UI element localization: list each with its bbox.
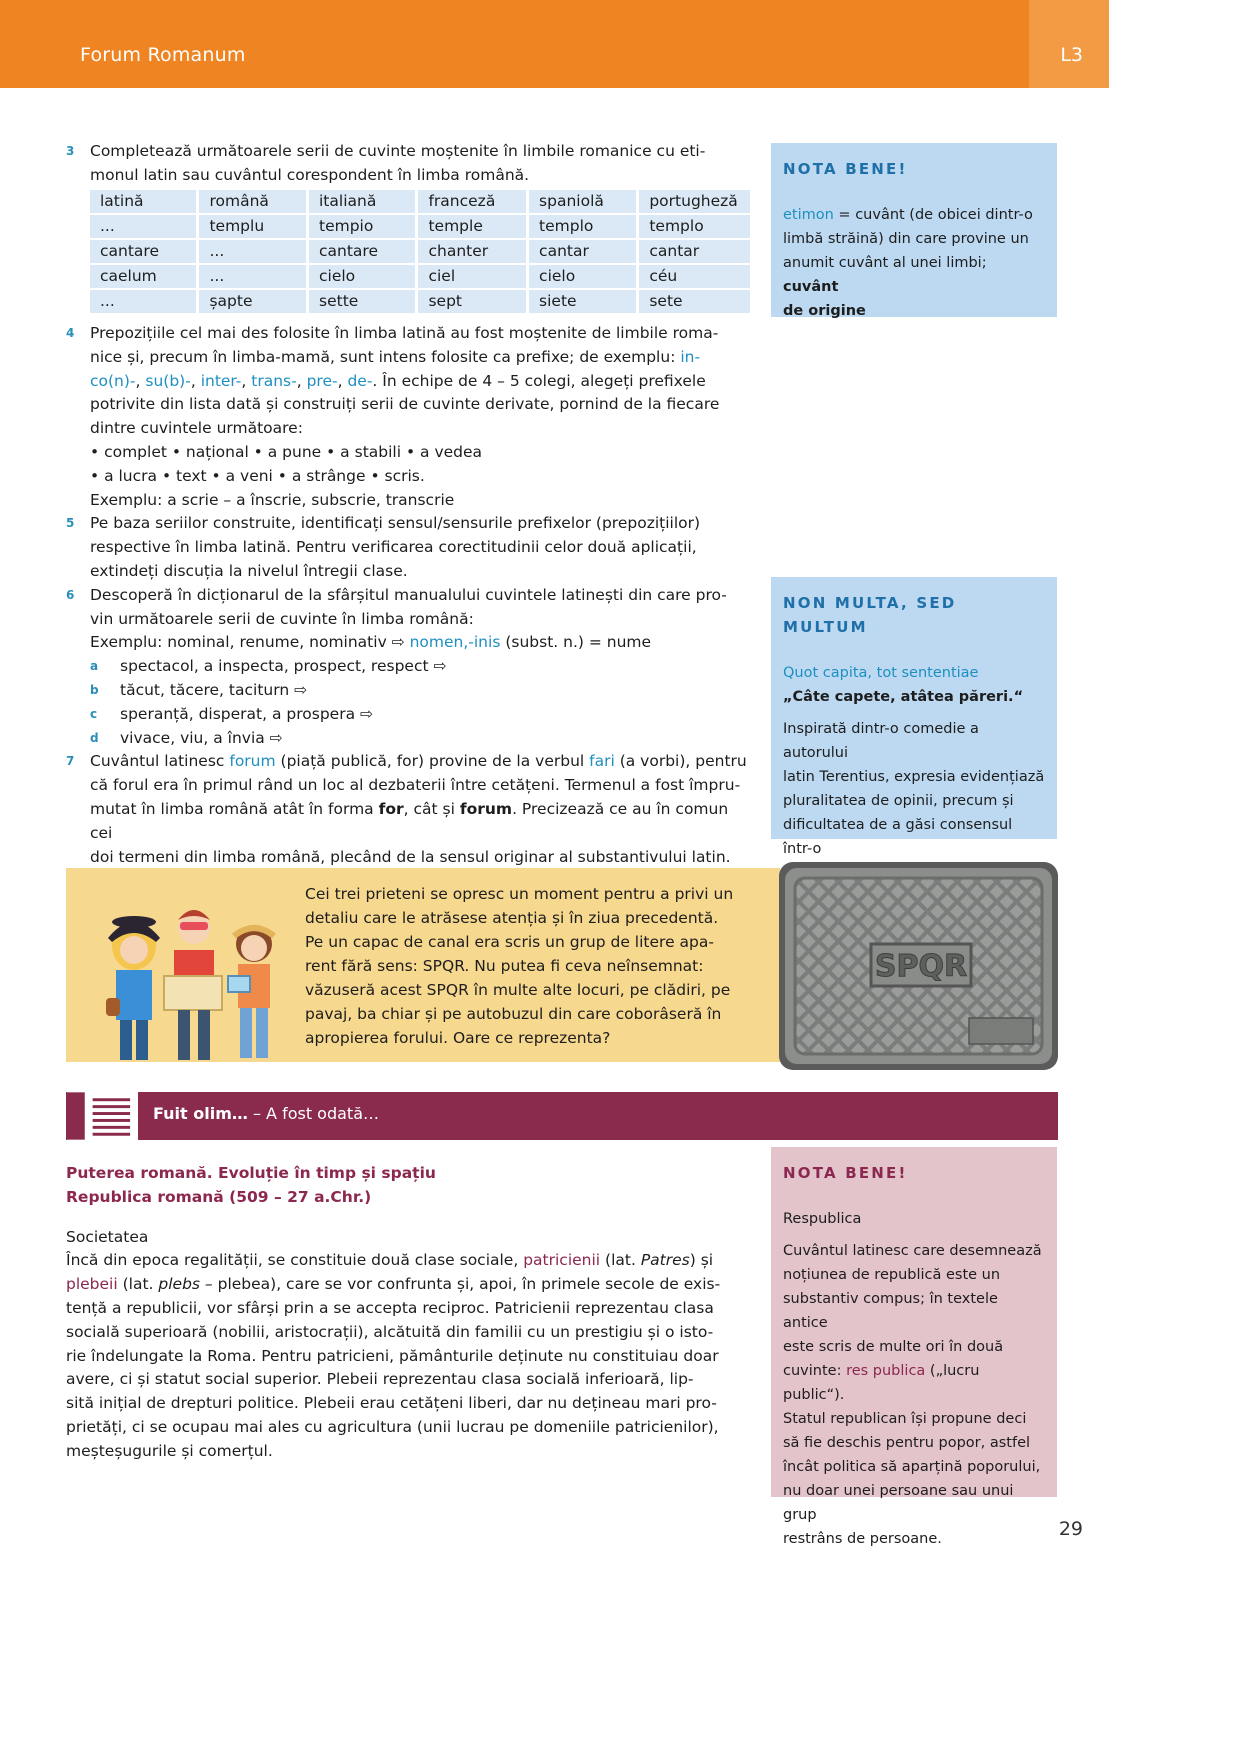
spqr-manhole-photo xyxy=(779,862,1058,1070)
table-cell: céu xyxy=(639,265,750,288)
box-line: Statul republican își propune deci xyxy=(783,1411,1027,1427)
box-line: latin Terentius, expresia evidențiază xyxy=(783,769,1045,785)
page-number: 29 xyxy=(1058,1518,1083,1540)
separator: , xyxy=(135,371,146,390)
box-line: noțiunea de republică este un xyxy=(783,1267,1001,1283)
sub-item-letter: c xyxy=(90,706,98,721)
text: . În echipe de 4 – 5 colegi, alegeți prefixele xyxy=(372,371,706,390)
latin-word: Patres xyxy=(640,1251,690,1270)
table-cell: cantare xyxy=(90,240,196,263)
table-cell: sette xyxy=(309,290,415,313)
prefix-inter: inter- xyxy=(200,371,242,390)
table-cell: cielo xyxy=(529,265,636,288)
table-cell: siete xyxy=(529,290,636,313)
paragraph-line: tență a republicii, vor sfârși prin a se accepta reciproc. Patricienii reprezentau clasa xyxy=(66,1298,714,1317)
table-cell: șapte xyxy=(199,290,306,313)
prefix-con: co(n)- xyxy=(90,371,136,390)
story-line: Cei trei prieteni se opresc un moment pentru a privi un xyxy=(305,885,734,903)
latin-word: nomen,-inis xyxy=(409,633,501,652)
latin-word: plebs xyxy=(158,1275,200,1294)
box-line: încât politica să aparțină poporului, xyxy=(783,1459,1041,1475)
sub-item-letter: b xyxy=(90,682,99,697)
table-cell: ciel xyxy=(418,265,526,288)
table-row xyxy=(90,240,750,263)
paragraph-line: meșteșugurile și comerțul. xyxy=(66,1441,273,1460)
exercise-7-line4: doi termeni din limba română, plecând de la sensul originar al substantivului latin. xyxy=(90,847,731,866)
table-header-cell: franceză xyxy=(418,190,526,213)
box-line: nu doar unei persoane sau unui grup xyxy=(783,1483,1014,1523)
paragraph-line: socială superioară (nobilii, aristocrații), alcătuită din familii cu un prestigiu și o isto- xyxy=(66,1322,714,1341)
prefix-pre: pre- xyxy=(306,371,338,390)
text: Exemplu: xyxy=(90,633,168,652)
story-box xyxy=(66,868,780,1062)
exercise-7-line3 xyxy=(90,798,754,846)
term: plebeii xyxy=(66,1275,118,1294)
table-cell: ... xyxy=(199,265,306,288)
banner-title xyxy=(153,1104,379,1123)
box-line: pluralitatea de opinii, precum și xyxy=(783,793,1014,809)
separator: , xyxy=(337,371,348,390)
exercise-4-line3 xyxy=(90,370,754,394)
banner-rest: – A fost odată… xyxy=(247,1104,380,1123)
header-title: Forum Romanum xyxy=(80,44,246,66)
text: Cuvântul latinesc xyxy=(90,752,230,771)
separator: , xyxy=(190,371,201,390)
table-cell: templo xyxy=(639,215,750,238)
text: (subst. n.) = nume xyxy=(500,633,652,652)
lid-text: SPQR xyxy=(874,949,968,984)
exercise-number: 4 xyxy=(66,326,75,340)
table-cell: cantar xyxy=(639,240,750,263)
exercise-number: 3 xyxy=(66,144,75,158)
exercise-3-line2: monul latin sau cuvântul corespondent în limba română. xyxy=(90,165,530,184)
nota-bene-box-2 xyxy=(771,1147,1057,1547)
text: (piață publică, for) provine de la verbul xyxy=(275,752,590,771)
table-cell: sept xyxy=(418,290,526,313)
box-line: dificultatea de a găsi consensul într-o xyxy=(783,817,1013,857)
table-cell: caelum xyxy=(90,265,196,288)
section-title: Puterea romană. Evoluție în timp și spațiu xyxy=(66,1164,436,1182)
paragraph-line: avere, ci și statut social superior. Plebeii reprezentau clasa socială inferioară, lip- xyxy=(66,1370,694,1389)
paragraph-line xyxy=(66,1249,746,1273)
sub-item-text: tăcut, tăcere, taciturn ⇨ xyxy=(120,680,308,699)
text: cuvinte: xyxy=(783,1363,847,1379)
table-cell: cielo xyxy=(309,265,415,288)
bold-word: cuvânt xyxy=(783,279,839,295)
text: Încă din epoca regalității, se constituie două clase sociale, xyxy=(66,1251,524,1270)
box-line: substantiv compus; în textele antice xyxy=(783,1291,998,1331)
lesson-label: L3 xyxy=(1060,44,1083,66)
table-header-cell: spaniolă xyxy=(529,190,636,213)
term: etimon xyxy=(783,207,834,223)
box-line xyxy=(783,1359,1045,1407)
list-icon xyxy=(66,1092,138,1140)
prefix-sub: su(b)- xyxy=(145,371,191,390)
quote-translation: „Câte capete, atâtea păreri.“ xyxy=(783,689,1024,705)
text: , cât și xyxy=(403,799,460,818)
table-row xyxy=(90,215,750,238)
text: anumit cuvânt al unei limbi; xyxy=(783,255,987,271)
text: (a vorbi), pentru xyxy=(614,752,747,771)
exercise-number: 7 xyxy=(66,754,75,769)
page-header xyxy=(0,0,1109,88)
exercise-6 xyxy=(66,584,754,751)
table-cell: ... xyxy=(90,215,196,238)
box-line: Cuvântul latinesc care desemnează xyxy=(783,1243,1042,1259)
text: mutat în limba română atât în forma xyxy=(90,799,379,818)
friends-illustration xyxy=(94,898,294,1062)
sub-item-letter: d xyxy=(90,730,99,745)
exercise-4-line5: dintre cuvintele următoare: xyxy=(90,419,303,438)
latin-word: forum xyxy=(229,752,276,771)
paragraph-line: prietăți, ci se ocupau mai ales cu agricultura (unii lucrau pe domeniile patricienilor), xyxy=(66,1417,719,1436)
separator: , xyxy=(241,371,252,390)
story-text xyxy=(305,882,775,1050)
sub-item xyxy=(90,679,754,703)
box-line: este scris de multe ori în două xyxy=(783,1339,1004,1355)
exercise-number: 6 xyxy=(66,587,75,602)
text: – plebea), care se vor confrunta și, apoi, în primele secole de exis- xyxy=(200,1275,721,1294)
exercise-5-line3: extindeți discuția la nivelul întregii clase. xyxy=(90,561,408,580)
exercise-3 xyxy=(66,140,754,315)
latin-quote: Quot capita, tot sententiae xyxy=(783,665,979,681)
bold-word: forum xyxy=(459,799,513,818)
exercise-4-example: Exemplu: a scrie – a înscrie, subscrie, transcrie xyxy=(90,490,455,509)
exercise-3-line1: Completează următoarele serii de cuvinte moștenite în limbile romanice cu eti- xyxy=(90,142,706,160)
separator: , xyxy=(296,371,307,390)
sub-item xyxy=(90,703,754,727)
exercise-4-line2 xyxy=(90,346,754,370)
non-multa-box xyxy=(771,577,1057,857)
history-section xyxy=(66,1162,746,1464)
exercise-4 xyxy=(66,322,754,512)
story-line: văzuseră acest SPQR în multe alte locuri, pe clădiri, pe xyxy=(305,981,731,999)
box-heading: Respublica xyxy=(783,1211,862,1227)
text: = cuvânt (de obicei dintr-o xyxy=(833,207,1033,223)
banner-bold: Fuit olim… xyxy=(153,1104,248,1123)
exercise-7-line2: că forul era în primul rând un loc al dezbaterii între cetățeni. Termenul a fost împru- xyxy=(90,776,741,795)
exercise-6-line1: Descoperă în dicționarul de la sfârșitul manualului cuvintele latinești din care pro- xyxy=(90,585,727,604)
box-line xyxy=(783,251,1045,299)
exercise-6-example xyxy=(90,631,754,655)
story-line: Pe un capac de canal era scris un grup de litere apa- xyxy=(305,933,714,951)
table-cell: templo xyxy=(529,215,636,238)
sub-item xyxy=(90,655,754,679)
box-line: limbă străină) din care provine un xyxy=(783,231,1029,247)
language-table xyxy=(87,188,753,315)
box-line: să fie deschis pentru popor, astfel xyxy=(783,1435,1031,1451)
word-list-2: • a lucra • text • a veni • a strânge • scris. xyxy=(90,466,425,485)
exercise-7 xyxy=(66,750,754,869)
term: res publica xyxy=(846,1363,926,1379)
text: („lucru public“). xyxy=(783,1363,980,1403)
exercises-4-7 xyxy=(66,322,754,869)
text: . Precizează ce au în comun cei xyxy=(90,799,729,842)
box-line: de origine xyxy=(783,303,866,319)
sub-item-text: vivace, viu, a învia ⇨ xyxy=(120,728,283,747)
box-line: restrâns de persoane. xyxy=(783,1531,942,1547)
exercise-5 xyxy=(66,512,754,583)
exercise-4-line4: potrivite din lista dată și construiți serii de cuvinte derivate, pornind de la fiecare xyxy=(90,395,720,414)
exercise-number: 5 xyxy=(66,516,75,531)
paragraph-line: rie îndelungate la Roma. Pentru patricieni, pământurile deținute nu constituiau doar xyxy=(66,1346,719,1365)
section-banner xyxy=(66,1092,1058,1140)
sub-item-text: spectacol, a inspecta, prospect, respect ⇨ xyxy=(120,657,447,676)
table-cell: cantare xyxy=(309,240,415,263)
box-title: NOTA BENE! xyxy=(783,1164,908,1182)
table-header-cell: portugheză xyxy=(639,190,750,213)
prefix-de: de- xyxy=(347,371,373,390)
text: nominal, renume, nominativ ⇨ xyxy=(167,633,410,652)
story-line: pavaj, ba chiar și pe autobuzul din care coborâseră în xyxy=(305,1005,722,1023)
text: (lat. xyxy=(117,1275,159,1294)
table-header-cell: italiană xyxy=(309,190,415,213)
table-row xyxy=(90,265,750,288)
table-cell: sete xyxy=(639,290,750,313)
nota-bene-box xyxy=(771,143,1057,317)
table-header-cell: română xyxy=(199,190,306,213)
word-list-1: • complet • național • a pune • a stabili • a vedea xyxy=(90,442,483,461)
latin-word: fari xyxy=(589,752,615,771)
table-cell: temple xyxy=(418,215,526,238)
table-header-row xyxy=(90,190,750,213)
table-cell: templu xyxy=(199,215,306,238)
story-line: detaliu care le atrăsese atenția și în ziua precedentă. xyxy=(305,909,719,927)
paragraph-line: sită inițial de drepturi politice. Plebeii erau cetățeni liberi, dar nu dețineau mari pro- xyxy=(66,1394,717,1413)
bold-word: for xyxy=(378,799,404,818)
table-cell: tempio xyxy=(309,215,415,238)
story-line: rent fără sens: SPQR. Nu putea fi ceva neînsemnat: xyxy=(305,957,704,975)
exercise-5-line1: Pe baza seriilor construite, identificați sensul/sensurile prefixelor (prepozițiilor) xyxy=(90,514,701,533)
sub-item-text: speranță, disperat, a prospera ⇨ xyxy=(120,704,373,723)
text: (lat. xyxy=(600,1251,641,1270)
exercise-6-line2: vin următoarele serii de cuvinte în limba română: xyxy=(90,609,474,628)
prefix-trans: trans- xyxy=(251,371,297,390)
term: patricienii xyxy=(523,1251,601,1270)
table-cell: ... xyxy=(90,290,196,313)
section-title: Republica romană (509 – 27 a.Chr.) xyxy=(66,1187,372,1206)
sub-item-letter: a xyxy=(90,659,99,674)
exercise-5-line2: respective în limba latină. Pentru verificarea corectitudinii celor două aplicații, xyxy=(90,538,697,557)
box-line: Inspirată dintr-o comedie a autorului xyxy=(783,721,979,761)
sub-item xyxy=(90,727,754,751)
table-row xyxy=(90,290,750,313)
table-cell: chanter xyxy=(418,240,526,263)
table-cell: cantar xyxy=(529,240,636,263)
box-line xyxy=(783,203,1045,227)
box-title: NON MULTA, SED MULTUM xyxy=(783,594,957,636)
paragraph-line xyxy=(66,1273,746,1297)
exercise-4-line1: Prepozițiile cel mai des folosite în limba latină au fost moștenite de limbile roma- xyxy=(90,324,719,342)
prefix-in: in- xyxy=(680,347,701,366)
text: ) și xyxy=(689,1251,714,1270)
box-title: NOTA BENE! xyxy=(783,160,908,178)
story-line: apropierea forului. Oare ce reprezenta? xyxy=(305,1029,611,1047)
text: nice și, precum în limba-mamă, sunt intens folosite ca prefixe; de exemplu: xyxy=(90,347,681,366)
section-subtitle: Societatea xyxy=(66,1227,149,1246)
exercise-7-line1 xyxy=(90,750,754,774)
table-cell: ... xyxy=(199,240,306,263)
table-header-cell: latină xyxy=(90,190,196,213)
